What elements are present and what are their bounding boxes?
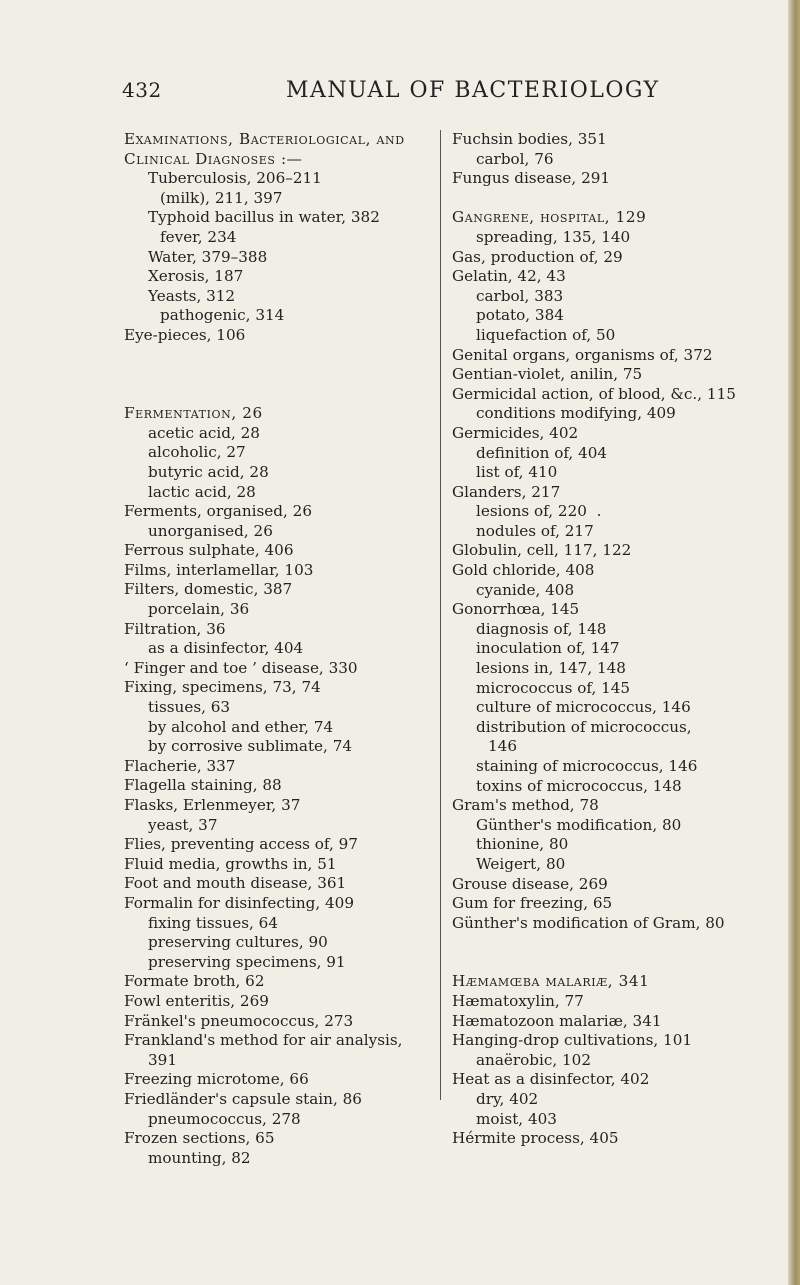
index-entry: Clinical Diagnoses :— [124, 149, 303, 168]
index-entry: porcelain, 36 [148, 600, 250, 619]
index-entry: conditions modifying, 409 [476, 404, 676, 423]
index-entry: Gram's method, 78 [452, 796, 599, 815]
index-entry: Fermentation, 26 [124, 404, 263, 423]
index-entry: Flies, preventing access of, 97 [124, 835, 358, 854]
index-entry: ‘ Finger and toe ’ disease, 330 [124, 658, 358, 677]
index-entry: micrococcus of, 145 [476, 678, 631, 697]
index-entry: alcoholic, 27 [148, 443, 246, 462]
index-entry: anaërobic, 102 [476, 1050, 592, 1069]
index-entry: Typhoid bacillus in water, 382 [148, 208, 380, 227]
index-entry: Hæmamœba malariæ, 341 [452, 972, 650, 991]
index-entry: Fowl enteritis, 269 [124, 991, 269, 1010]
index-entry: distribution of micrococcus, [476, 717, 692, 736]
index-entry: nodules of, 217 [476, 521, 594, 540]
page-header [122, 72, 750, 112]
index-entry: staining of micrococcus, 146 [476, 757, 698, 775]
index-entry: yeast, 37 [148, 815, 218, 834]
index-entry: Eye-pieces, 106 [124, 325, 246, 344]
running-title: MANUAL OF BACTERIOLOGY [286, 78, 660, 103]
index-entry: inoculation of, 147 [476, 639, 620, 658]
index-entry: Tuberculosis, 206–211 [148, 169, 322, 188]
index-entry: Gold chloride, 408 [452, 561, 595, 580]
index-entry: Filtration, 36 [124, 619, 226, 638]
index-entry: diagnosis of, 148 [476, 619, 607, 638]
index-entry: carbol, 383 [476, 286, 564, 305]
index-entry: Fungus disease, 291 [452, 169, 611, 188]
index-entry: butyric acid, 28 [148, 462, 269, 481]
index-entry: Formalin for disinfecting, 409 [124, 893, 354, 912]
index-entry: Filters, domestic, 387 [124, 580, 293, 599]
entry-gap [452, 189, 782, 209]
index-entry: culture of micrococcus, 146 [476, 698, 691, 717]
index-entry: Germicides, 402 [452, 423, 579, 442]
entry-gap [124, 385, 444, 405]
index-entry: Water, 379–388 [148, 247, 268, 266]
index-entry: Foot and mouth disease, 361 [124, 874, 347, 893]
index-entry: Gelatin, 42, 43 [452, 267, 566, 286]
index-entry: Ferments, organised, 26 [124, 502, 312, 521]
index-entry: Flacherie, 337 [124, 756, 236, 775]
index-entry: pathogenic, 314 [160, 306, 285, 325]
index-entry: Grouse disease, 269 [452, 874, 608, 893]
index-entry: Flasks, Erlenmeyer, 37 [124, 796, 301, 814]
index-entry: Fuchsin bodies, 351 [452, 130, 607, 148]
index-entry: Friedländer's capsule stain, 86 [124, 1089, 362, 1108]
index-entry: Gas, production of, 29 [452, 247, 623, 266]
index-entry: as a disinfector, 404 [148, 639, 304, 658]
index-entry: Weigert, 80 [476, 854, 566, 873]
index-entry: (milk), 211, 397 [160, 188, 283, 207]
index-entry: Xerosis, 187 [148, 267, 244, 286]
page-number: 432 [122, 78, 162, 102]
index-entry: Heat as a disinfector, 402 [452, 1070, 650, 1089]
index-entry: lesions of, 220 . [476, 502, 602, 521]
index-entry: Frankland's method for air analysis, [124, 1031, 403, 1050]
index-entry: preserving cultures, 90 [148, 933, 328, 952]
index-entry: lesions in, 147, 148 [476, 659, 626, 678]
index-entry: Ferrous sulphate, 406 [124, 541, 294, 560]
index-entry: Hanging-drop cultivations, 101 [452, 1031, 693, 1050]
index-entry: Fränkel's pneumococcus, 273 [124, 1011, 354, 1030]
index-entry: by corrosive sublimate, 74 [148, 737, 353, 756]
index-entry: pneumococcus, 278 [148, 1109, 301, 1128]
index-entry: thionine, 80 [476, 835, 569, 854]
index-entry: unorganised, 26 [148, 521, 273, 540]
index-entry: lactic acid, 28 [148, 482, 256, 501]
index-entry: spreading, 135, 140 [476, 227, 631, 246]
index-entry: moist, 403 [476, 1109, 557, 1128]
index-entry: Films, interlamellar, 103 [124, 560, 314, 579]
index-entry: Günther's modification of Gram, 80 [452, 913, 725, 932]
page-edge [788, 0, 800, 1285]
index-entry: by alcohol and ether, 74 [148, 717, 334, 736]
index-entry: Gangrene, hospital, 129 [452, 208, 647, 227]
index-entry: list of, 410 [476, 463, 558, 482]
index-entry: Yeasts, 312 [148, 286, 236, 305]
index-entry: cyanide, 408 [476, 580, 575, 599]
index-entry: dry, 402 [476, 1089, 539, 1108]
index-entry: tissues, 63 [148, 698, 231, 717]
index-entry: Hæmatozoon malariæ, 341 [452, 1011, 662, 1030]
index-entry: preserving specimens, 91 [148, 952, 346, 971]
index-entry: Globulin, cell, 117, 122 [452, 541, 632, 560]
entry-gap [124, 346, 444, 385]
index-entry: Fluid media, growths in, 51 [124, 854, 337, 873]
index-entry: Formate broth, 62 [124, 972, 265, 991]
index-entry: definition of, 404 [476, 443, 608, 462]
index-entry: Gentian-violet, anilin, 75 [452, 365, 643, 384]
index-entry: Günther's modification, 80 [476, 815, 682, 834]
index-entry: Hérmite process, 405 [452, 1129, 619, 1148]
index-entry: potato, 384 [476, 306, 564, 325]
index-entry: liquefaction of, 50 [476, 325, 616, 344]
index-entry: Examinations, Bacteriological, and [124, 130, 405, 148]
index-entry: fever, 234 [160, 227, 237, 246]
index-entry: toxins of micrococcus, 148 [476, 776, 682, 795]
index-entry: Germicidal action, of blood, &c., 115 [452, 384, 736, 403]
index-column-left [124, 130, 444, 1168]
index-entry: mounting, 82 [148, 1148, 251, 1167]
index-entry: Frozen sections, 65 [124, 1129, 275, 1148]
index-entry: Fixing, specimens, 73, 74 [124, 678, 321, 697]
index-entry: 146 [488, 737, 517, 756]
index-entry: carbol, 76 [476, 149, 554, 168]
index-entry: fixing tissues, 64 [148, 913, 278, 932]
index-column-right [452, 130, 782, 1149]
index-entry: Genital organs, organisms of, 372 [452, 345, 713, 364]
index-entry: acetic acid, 28 [148, 423, 260, 442]
index-entry: Glanders, 217 [452, 482, 561, 501]
index-entry: Gum for freezing, 65 [452, 894, 613, 913]
index-entry: 391 [148, 1050, 177, 1069]
index-entry: Flagella staining, 88 [124, 776, 282, 795]
index-entry: Gonorrhœa, 145 [452, 600, 580, 619]
index-entry: Hæmatoxylin, 77 [452, 991, 584, 1010]
entry-gap [452, 933, 782, 972]
index-entry: Freezing microtome, 66 [124, 1070, 309, 1089]
column-divider [440, 130, 441, 1100]
